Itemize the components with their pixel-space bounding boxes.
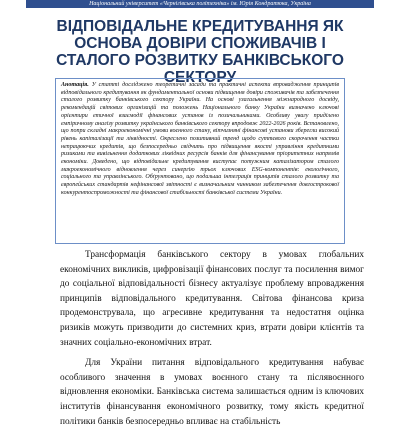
abstract-label: Анотація.: [61, 82, 89, 88]
journal-header-band: Національний університет «Чернігівська політехніка» ім. Юрія Кондратюка, Україна: [26, 0, 374, 8]
abstract-text: У статті досліджено теоретичні засади та практичні аспекти впровадження принципів відповідального кредитування як фундаментальної основи підвищення довіри споживачів та забезпечення сталого розвитку банківського сектору України. На основі узагальнення міжнародного досвіду, рекомендацій світових організацій та положень Національного банку України визначено ключові орієнтири етичної взаємодії фінансових установ із позичальниками. Особливу увагу приділено емпіричному аналізу розвитку українського банківського сектору впродовж 2022-2026 років. Встановлено, що попри складні макроекономічні умови воєнного стану, вітчизняні фінансові установи зберегли високий рівень капіталізації та ліквідності. Окреслено позитивний тренд щодо суттєвого скорочення частки непрацюючих кредитів, що безпосередньо свідчить про підвищення якості управління кредитними ризиками та вивільнення додаткових ліквідних ресурсів банків для фінансування пріоритетних напрямів економіки. Доведено, що відповідальне кредитування виступає потужним каталізатором сталого макроекономічного відновлення через синергію трьох ключових ESG-компонентів: екологічного, соціального та управлінського. Обґрунтовано, що подальша інтеграція принципів сталого розвитку та європейських стандартів нефінансової звітності є визначальним чинником забезпечення довгострокової конкурентоспроможності та фінансової стабільності банківської системи України.: [61, 82, 339, 196]
body-text: [60, 248, 364, 435]
abstract-box: [55, 78, 345, 244]
body-paragraph: Трансформація банківського сектору в умовах глобальних економічних викликів, цифровізації фінансових послуг та посилення вимог до соціальної відповідальності бізнесу актуалізує проблему впровадження принципів відповідального кредитування. Світова фінансова криза продемонструвала, що агресивне кредитування та недостатня оцінка ризиків можуть призводити до системних криз, втрати довіри клієнтів та значних соціально-економічних втрат.: [60, 250, 364, 348]
body-paragraph: Для України питання відповідального кредитування набуває особливого значення в умовах воєнного стану та післявоєнного відновлення економіки. Банківська система залишається одним із ключових інститутів фінансування економічного розвитку, тому якість кредитної політики банків безпосередньо впливає на стабільність: [60, 358, 364, 427]
article-title: ВІДПОВІДАЛЬНЕ КРЕДИТУВАННЯ ЯК ОСНОВА ДОВІРИ СПОЖИВАЧІВ І СТАЛОГО РОЗВИТКУ БАНКІВСЬКОГО СЕКТОРУ: [56, 18, 344, 86]
